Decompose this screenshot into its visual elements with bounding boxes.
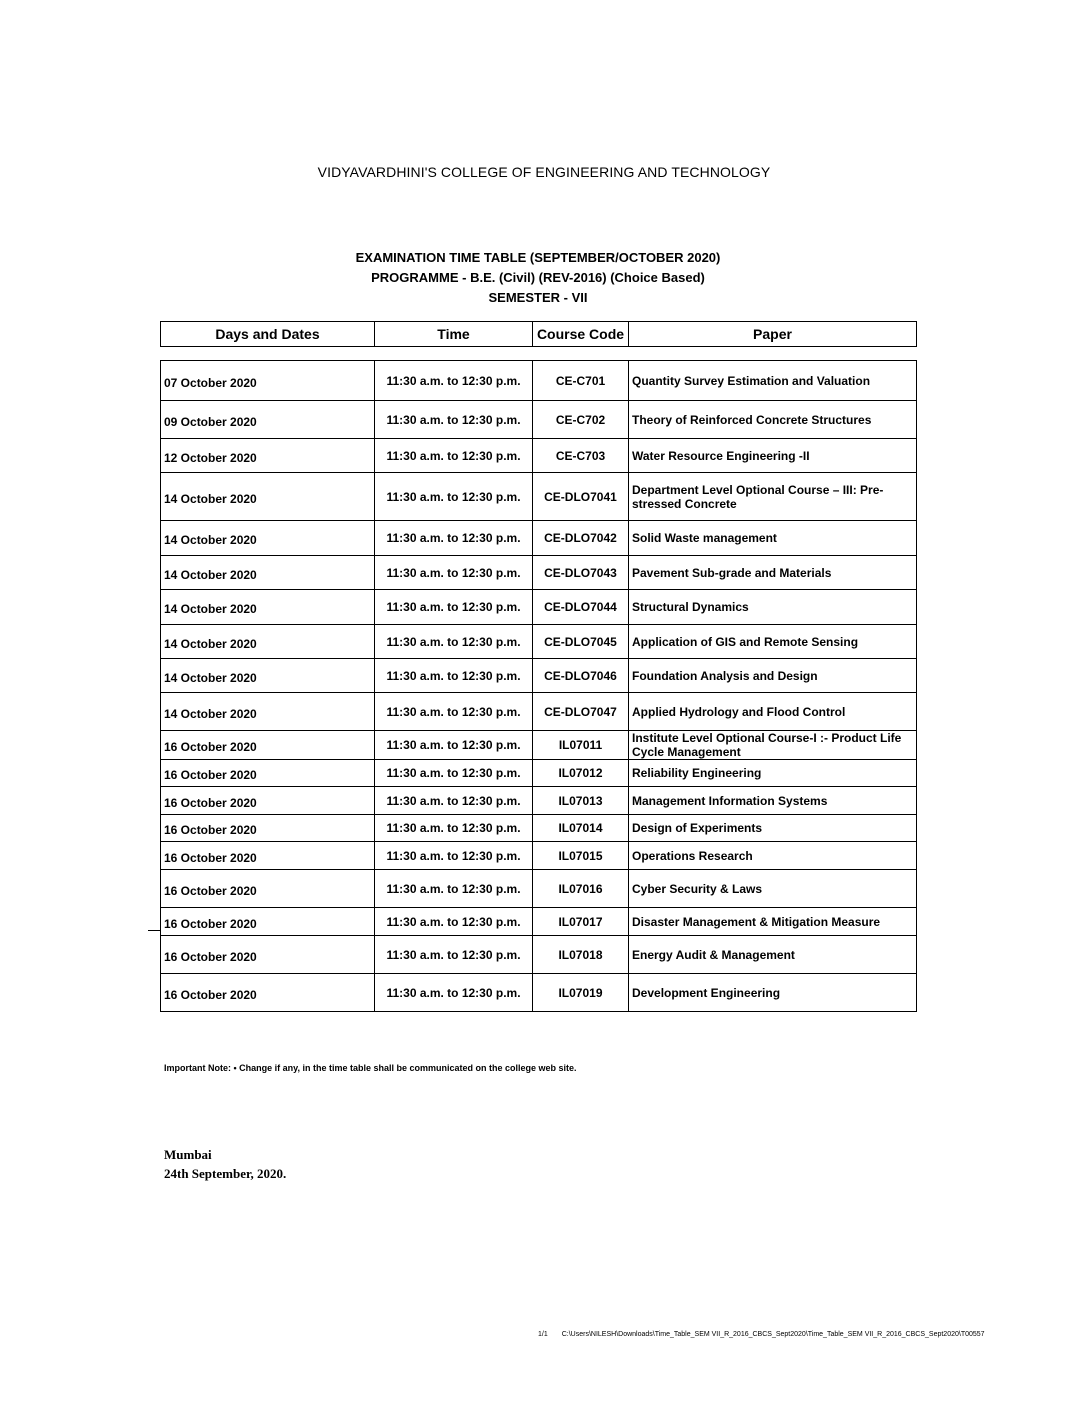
table-row: [161, 870, 917, 908]
date-cell: 14 October 2020: [161, 473, 375, 521]
table-header: [160, 321, 917, 347]
time-cell: 11:30 a.m. to 12:30 p.m.: [375, 659, 533, 693]
date-cell: 16 October 2020: [161, 787, 375, 815]
date-cell: 14 October 2020: [161, 693, 375, 731]
column-header-time: Time: [375, 322, 533, 347]
date-cell: 14 October 2020: [161, 625, 375, 659]
table-row: [161, 521, 917, 556]
date-cell: 14 October 2020: [161, 659, 375, 693]
paper-cell: Foundation Analysis and Design: [629, 659, 917, 693]
column-header-paper: Paper: [629, 322, 917, 347]
place: Mumbai: [164, 1147, 212, 1162]
course-code-cell: CE-DLO7041: [533, 473, 629, 521]
table-row: [161, 473, 917, 521]
date-cell: 16 October 2020: [161, 870, 375, 908]
date-cell: 09 October 2020: [161, 401, 375, 439]
paper-cell: Operations Research: [629, 842, 917, 870]
issue-date: 24th September, 2020.: [164, 1166, 287, 1181]
time-cell: 11:30 a.m. to 12:30 p.m.: [375, 760, 533, 787]
course-code-cell: CE-DLO7044: [533, 590, 629, 625]
time-cell: 11:30 a.m. to 12:30 p.m.: [375, 361, 533, 401]
time-cell: 11:30 a.m. to 12:30 p.m.: [375, 842, 533, 870]
timetable: [160, 360, 917, 1012]
course-code-cell: IL07011: [533, 731, 629, 760]
paper-cell: Energy Audit & Management: [629, 936, 917, 974]
course-code-cell: CE-C703: [533, 439, 629, 473]
table-row: [161, 439, 917, 473]
paper-cell: Department Level Optional Course – III: Pre-stressed Concrete: [629, 473, 917, 521]
table-row: [161, 590, 917, 625]
course-code-cell: CE-DLO7042: [533, 521, 629, 556]
paper-cell: Theory of Reinforced Concrete Structures: [629, 401, 917, 439]
course-code-cell: IL07015: [533, 842, 629, 870]
paper-cell: Water Resource Engineering -II: [629, 439, 917, 473]
table-row: [161, 556, 917, 590]
column-header-dates: Days and Dates: [161, 322, 375, 347]
table-row: [161, 659, 917, 693]
time-cell: 11:30 a.m. to 12:30 p.m.: [375, 590, 533, 625]
time-cell: 11:30 a.m. to 12:30 p.m.: [375, 815, 533, 842]
paper-cell: Institute Level Optional Course-I :- Product Life Cycle Management: [629, 731, 917, 760]
date-cell: 14 October 2020: [161, 556, 375, 590]
date-cell: 16 October 2020: [161, 908, 375, 936]
table-row: [161, 842, 917, 870]
course-code-cell: IL07017: [533, 908, 629, 936]
course-code-cell: CE-DLO7043: [533, 556, 629, 590]
course-code-cell: IL07012: [533, 760, 629, 787]
table-row: [161, 936, 917, 974]
date-cell: 16 October 2020: [161, 842, 375, 870]
date-cell: 14 October 2020: [161, 521, 375, 556]
date-cell: 16 October 2020: [161, 974, 375, 1012]
table-row: [161, 815, 917, 842]
paper-cell: Management Information Systems: [629, 787, 917, 815]
time-cell: 11:30 a.m. to 12:30 p.m.: [375, 521, 533, 556]
time-cell: 11:30 a.m. to 12:30 p.m.: [375, 439, 533, 473]
paper-cell: Solid Waste management: [629, 521, 917, 556]
date-cell: 16 October 2020: [161, 760, 375, 787]
course-code-cell: IL07016: [533, 870, 629, 908]
page-number: 1/1: [538, 1331, 548, 1338]
table-row: [161, 401, 917, 439]
table-row: [161, 908, 917, 936]
table-row: [161, 361, 917, 401]
margin-rule: [148, 930, 160, 931]
paper-cell: Applied Hydrology and Flood Control: [629, 693, 917, 731]
course-code-cell: IL07014: [533, 815, 629, 842]
table-row: [161, 974, 917, 1012]
date-cell: 16 October 2020: [161, 815, 375, 842]
date-cell: 14 October 2020: [161, 590, 375, 625]
time-cell: 11:30 a.m. to 12:30 p.m.: [375, 870, 533, 908]
table-row: [161, 625, 917, 659]
paper-cell: Cyber Security & Laws: [629, 870, 917, 908]
time-cell: 11:30 a.m. to 12:30 p.m.: [375, 787, 533, 815]
course-code-cell: CE-DLO7046: [533, 659, 629, 693]
course-code-cell: CE-C701: [533, 361, 629, 401]
time-cell: 11:30 a.m. to 12:30 p.m.: [375, 473, 533, 521]
time-cell: 11:30 a.m. to 12:30 p.m.: [375, 731, 533, 760]
course-code-cell: IL07018: [533, 936, 629, 974]
time-cell: 11:30 a.m. to 12:30 p.m.: [375, 556, 533, 590]
print-footer: [538, 1331, 999, 1338]
table-row: [161, 760, 917, 787]
column-header-course-code: Course Code: [533, 322, 629, 347]
course-code-cell: IL07013: [533, 787, 629, 815]
paper-cell: Pavement Sub-grade and Materials: [629, 556, 917, 590]
semester-title: SEMESTER - VII: [488, 290, 588, 305]
paper-cell: Development Engineering: [629, 974, 917, 1012]
time-cell: 11:30 a.m. to 12:30 p.m.: [375, 693, 533, 731]
exam-title: EXAMINATION TIME TABLE (SEPTEMBER/OCTOBER 2020): [355, 250, 721, 265]
course-code-cell: IL07019: [533, 974, 629, 1012]
programme-title: PROGRAMME - B.E. (Civil) (REV-2016) (Choice Based): [371, 270, 705, 285]
table-row: [161, 693, 917, 731]
course-code-cell: CE-DLO7045: [533, 625, 629, 659]
paper-cell: Structural Dynamics: [629, 590, 917, 625]
table-row: [161, 731, 917, 760]
date-cell: 07 October 2020: [161, 361, 375, 401]
time-cell: 11:30 a.m. to 12:30 p.m.: [375, 625, 533, 659]
paper-cell: Design of Experiments: [629, 815, 917, 842]
paper-cell: Quantity Survey Estimation and Valuation: [629, 361, 917, 401]
paper-cell: Reliability Engineering: [629, 760, 917, 787]
time-cell: 11:30 a.m. to 12:30 p.m.: [375, 401, 533, 439]
paper-cell: Application of GIS and Remote Sensing: [629, 625, 917, 659]
table-row: [161, 787, 917, 815]
date-cell: 12 October 2020: [161, 439, 375, 473]
time-cell: 11:30 a.m. to 12:30 p.m.: [375, 974, 533, 1012]
time-cell: 11:30 a.m. to 12:30 p.m.: [375, 908, 533, 936]
important-note: Important Note: • Change if any, in the time table shall be communicated on the college web site.: [164, 1063, 577, 1073]
date-cell: 16 October 2020: [161, 731, 375, 760]
course-code-cell: CE-C702: [533, 401, 629, 439]
time-cell: 11:30 a.m. to 12:30 p.m.: [375, 936, 533, 974]
paper-cell: Disaster Management & Mitigation Measure: [629, 908, 917, 936]
date-cell: 16 October 2020: [161, 936, 375, 974]
course-code-cell: CE-DLO7047: [533, 693, 629, 731]
college-name: VIDYAVARDHINI'S COLLEGE OF ENGINEERING AND TECHNOLOGY: [317, 164, 771, 180]
file-path: C:\Users\NILESH\Downloads\Time_Table_SEM VII_R_2016_CBCS_Sept2020\Time_Table_SEM VII_R_2016_CBCS_Sept2020\T00557: [561, 1331, 985, 1338]
